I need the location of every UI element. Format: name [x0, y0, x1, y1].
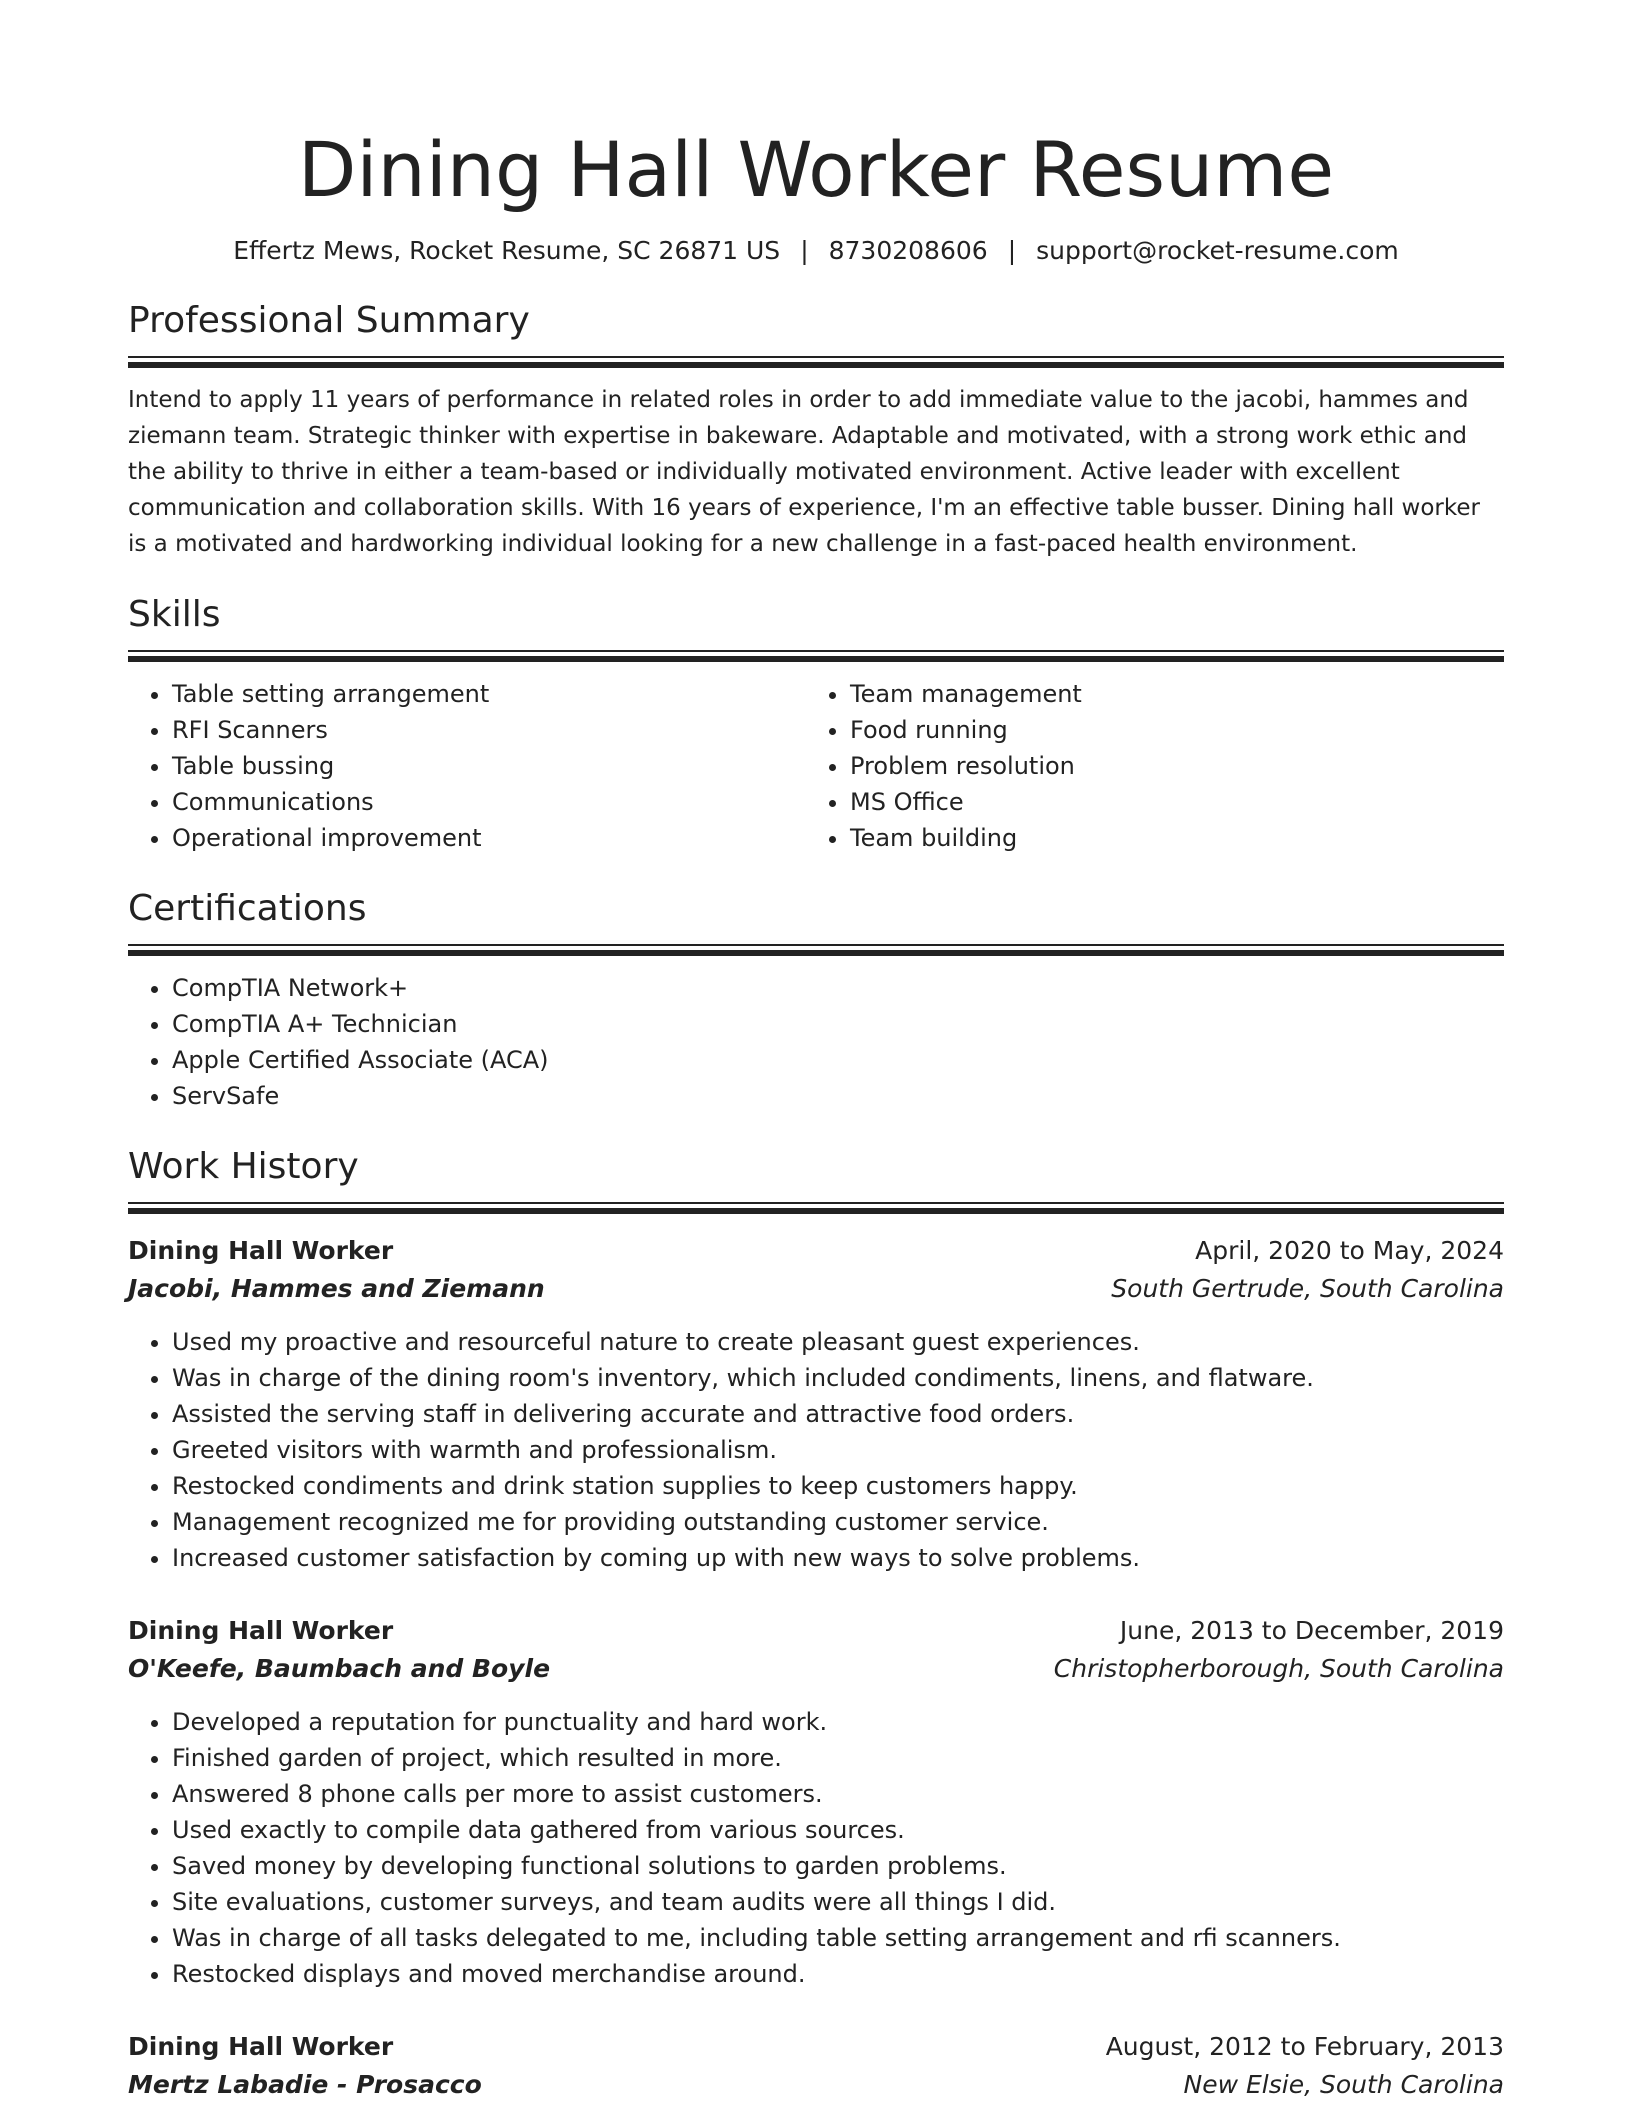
- job-duties: [128, 1324, 1504, 1576]
- duty-item: • Answered 8 phone calls per more to assist customers.: [172, 1776, 1504, 1812]
- email: support@rocket-resume.com: [1036, 236, 1399, 265]
- resume-page: [128, 0, 1504, 2104]
- skills-list-left: [128, 676, 806, 856]
- duty-item: • Assisted the serving staff in delivering accurate and attractive food orders.: [172, 1396, 1504, 1432]
- duty-item: • Site evaluations, customer surveys, and team audits were all things I did.: [172, 1884, 1504, 1920]
- duty-item: • Was in charge of the dining room's inventory, which included condiments, linens, and flatware.: [172, 1360, 1504, 1396]
- skills-section: [128, 592, 1504, 856]
- duty-item: • Finished garden of project, which resulted in more.: [172, 1740, 1504, 1776]
- job-title: Dining Hall Worker: [128, 2032, 394, 2061]
- duty-item: • Developed a reputation for punctuality and hard work.: [172, 1704, 1504, 1740]
- skill-item: • Operational improvement: [172, 820, 806, 856]
- job-duties: [128, 1704, 1504, 1992]
- section-divider: [128, 650, 1504, 662]
- duty-item: • Restocked condiments and drink station supplies to keep customers happy.: [172, 1468, 1504, 1504]
- section-divider: [128, 1202, 1504, 1214]
- phone: 8730208606: [828, 236, 988, 265]
- section-divider: [128, 356, 1504, 368]
- address: Effertz Mews, Rocket Resume, SC 26871 US: [233, 236, 781, 265]
- resume-title: Dining Hall Worker Resume: [297, 125, 1335, 214]
- duty-item: • Saved money by developing functional solutions to garden problems.: [172, 1848, 1504, 1884]
- job-title: Dining Hall Worker: [128, 1236, 394, 1265]
- skill-item: • Team management: [850, 676, 1484, 712]
- section-heading: Certifications: [128, 888, 367, 929]
- company-name: O'Keefe, Baumbach and Boyle: [128, 1654, 551, 1683]
- certifications-list: [128, 970, 1504, 1114]
- duty-item: • Increased customer satisfaction by coming up with new ways to solve problems.: [172, 1540, 1504, 1576]
- job-entry: [128, 1612, 1504, 1992]
- job-entry: [128, 2028, 1504, 2104]
- job-header: [128, 2028, 1504, 2066]
- section-divider: [128, 944, 1504, 956]
- job-header: [128, 1612, 1504, 1650]
- section-heading: Professional Summary: [128, 300, 530, 341]
- job-dates: June, 2013 to December, 2019: [1119, 1616, 1504, 1645]
- duty-item: • Greeted visitors with warmth and professionalism.: [172, 1432, 1504, 1468]
- duty-item: • Restocked displays and moved merchandise around.: [172, 1956, 1504, 1992]
- duty-item: • Used exactly to compile data gathered from various sources.: [172, 1812, 1504, 1848]
- job-header: [128, 1232, 1504, 1270]
- certifications-section: [128, 886, 1504, 1114]
- certification-item: • ServSafe: [172, 1078, 1504, 1114]
- certification-item: • CompTIA A+ Technician: [172, 1006, 1504, 1042]
- section-heading: Skills: [128, 594, 221, 635]
- company-name: Jacobi, Hammes and Ziemann: [128, 1274, 545, 1303]
- job-subheader: [128, 1270, 1504, 1308]
- skill-item: • Communications: [172, 784, 806, 820]
- skill-item: • Table setting arrangement: [172, 676, 806, 712]
- section-heading: Work History: [128, 1146, 359, 1187]
- job-subheader: [128, 2066, 1504, 2104]
- skill-item: • MS Office: [850, 784, 1484, 820]
- job-entry: [128, 1232, 1504, 1576]
- certification-item: • Apple Certified Associate (ACA): [172, 1042, 1504, 1078]
- contact-line: [128, 234, 1504, 268]
- job-location: South Gertrude, South Carolina: [1111, 1274, 1504, 1303]
- summary-section: [128, 298, 1504, 562]
- skill-item: • Team building: [850, 820, 1484, 856]
- duty-item: • Management recognized me for providing outstanding customer service.: [172, 1504, 1504, 1540]
- duty-item: • Was in charge of all tasks delegated to me, including table setting arrangement and rfi scanners.: [172, 1920, 1504, 1956]
- work-history-section: [128, 1144, 1504, 2104]
- job-title: Dining Hall Worker: [128, 1616, 394, 1645]
- job-location: New Elsie, South Carolina: [1183, 2070, 1504, 2099]
- job-location: Christopherborough, South Carolina: [1053, 1654, 1504, 1683]
- skill-item: • Table bussing: [172, 748, 806, 784]
- skills-grid: [128, 662, 1504, 856]
- skill-item: • RFI Scanners: [172, 712, 806, 748]
- job-dates: August, 2012 to February, 2013: [1105, 2032, 1504, 2061]
- skill-item: • Problem resolution: [850, 748, 1484, 784]
- job-dates: April, 2020 to May, 2024: [1195, 1236, 1504, 1265]
- company-name: Mertz Labadie - Prosacco: [128, 2070, 482, 2099]
- job-subheader: [128, 1650, 1504, 1688]
- skill-item: • Food running: [850, 712, 1484, 748]
- summary-text: Intend to apply 11 years of performance in related roles in order to add immediate value to the jacobi, hammes and ziemann team. Strategic thinker with expertise in bakeware. Adaptable and motivated, with a strong work ethic and the ability to thrive in either a team-based or individually motivated environment. Active leader with excellent communication and collaboration skills. With 16 years of experience, I'm an effective table busser. Dining hall worker is a motivated and hardworking individual looking for a new challenge in a fast-paced health environment.: [128, 387, 1480, 557]
- certification-item: • CompTIA Network+: [172, 970, 1504, 1006]
- duty-item: • Used my proactive and resourceful nature to create pleasant guest experiences.: [172, 1324, 1504, 1360]
- contact-separator: |: [800, 236, 809, 265]
- contact-separator: |: [1007, 236, 1017, 265]
- skills-list-right: [806, 676, 1484, 856]
